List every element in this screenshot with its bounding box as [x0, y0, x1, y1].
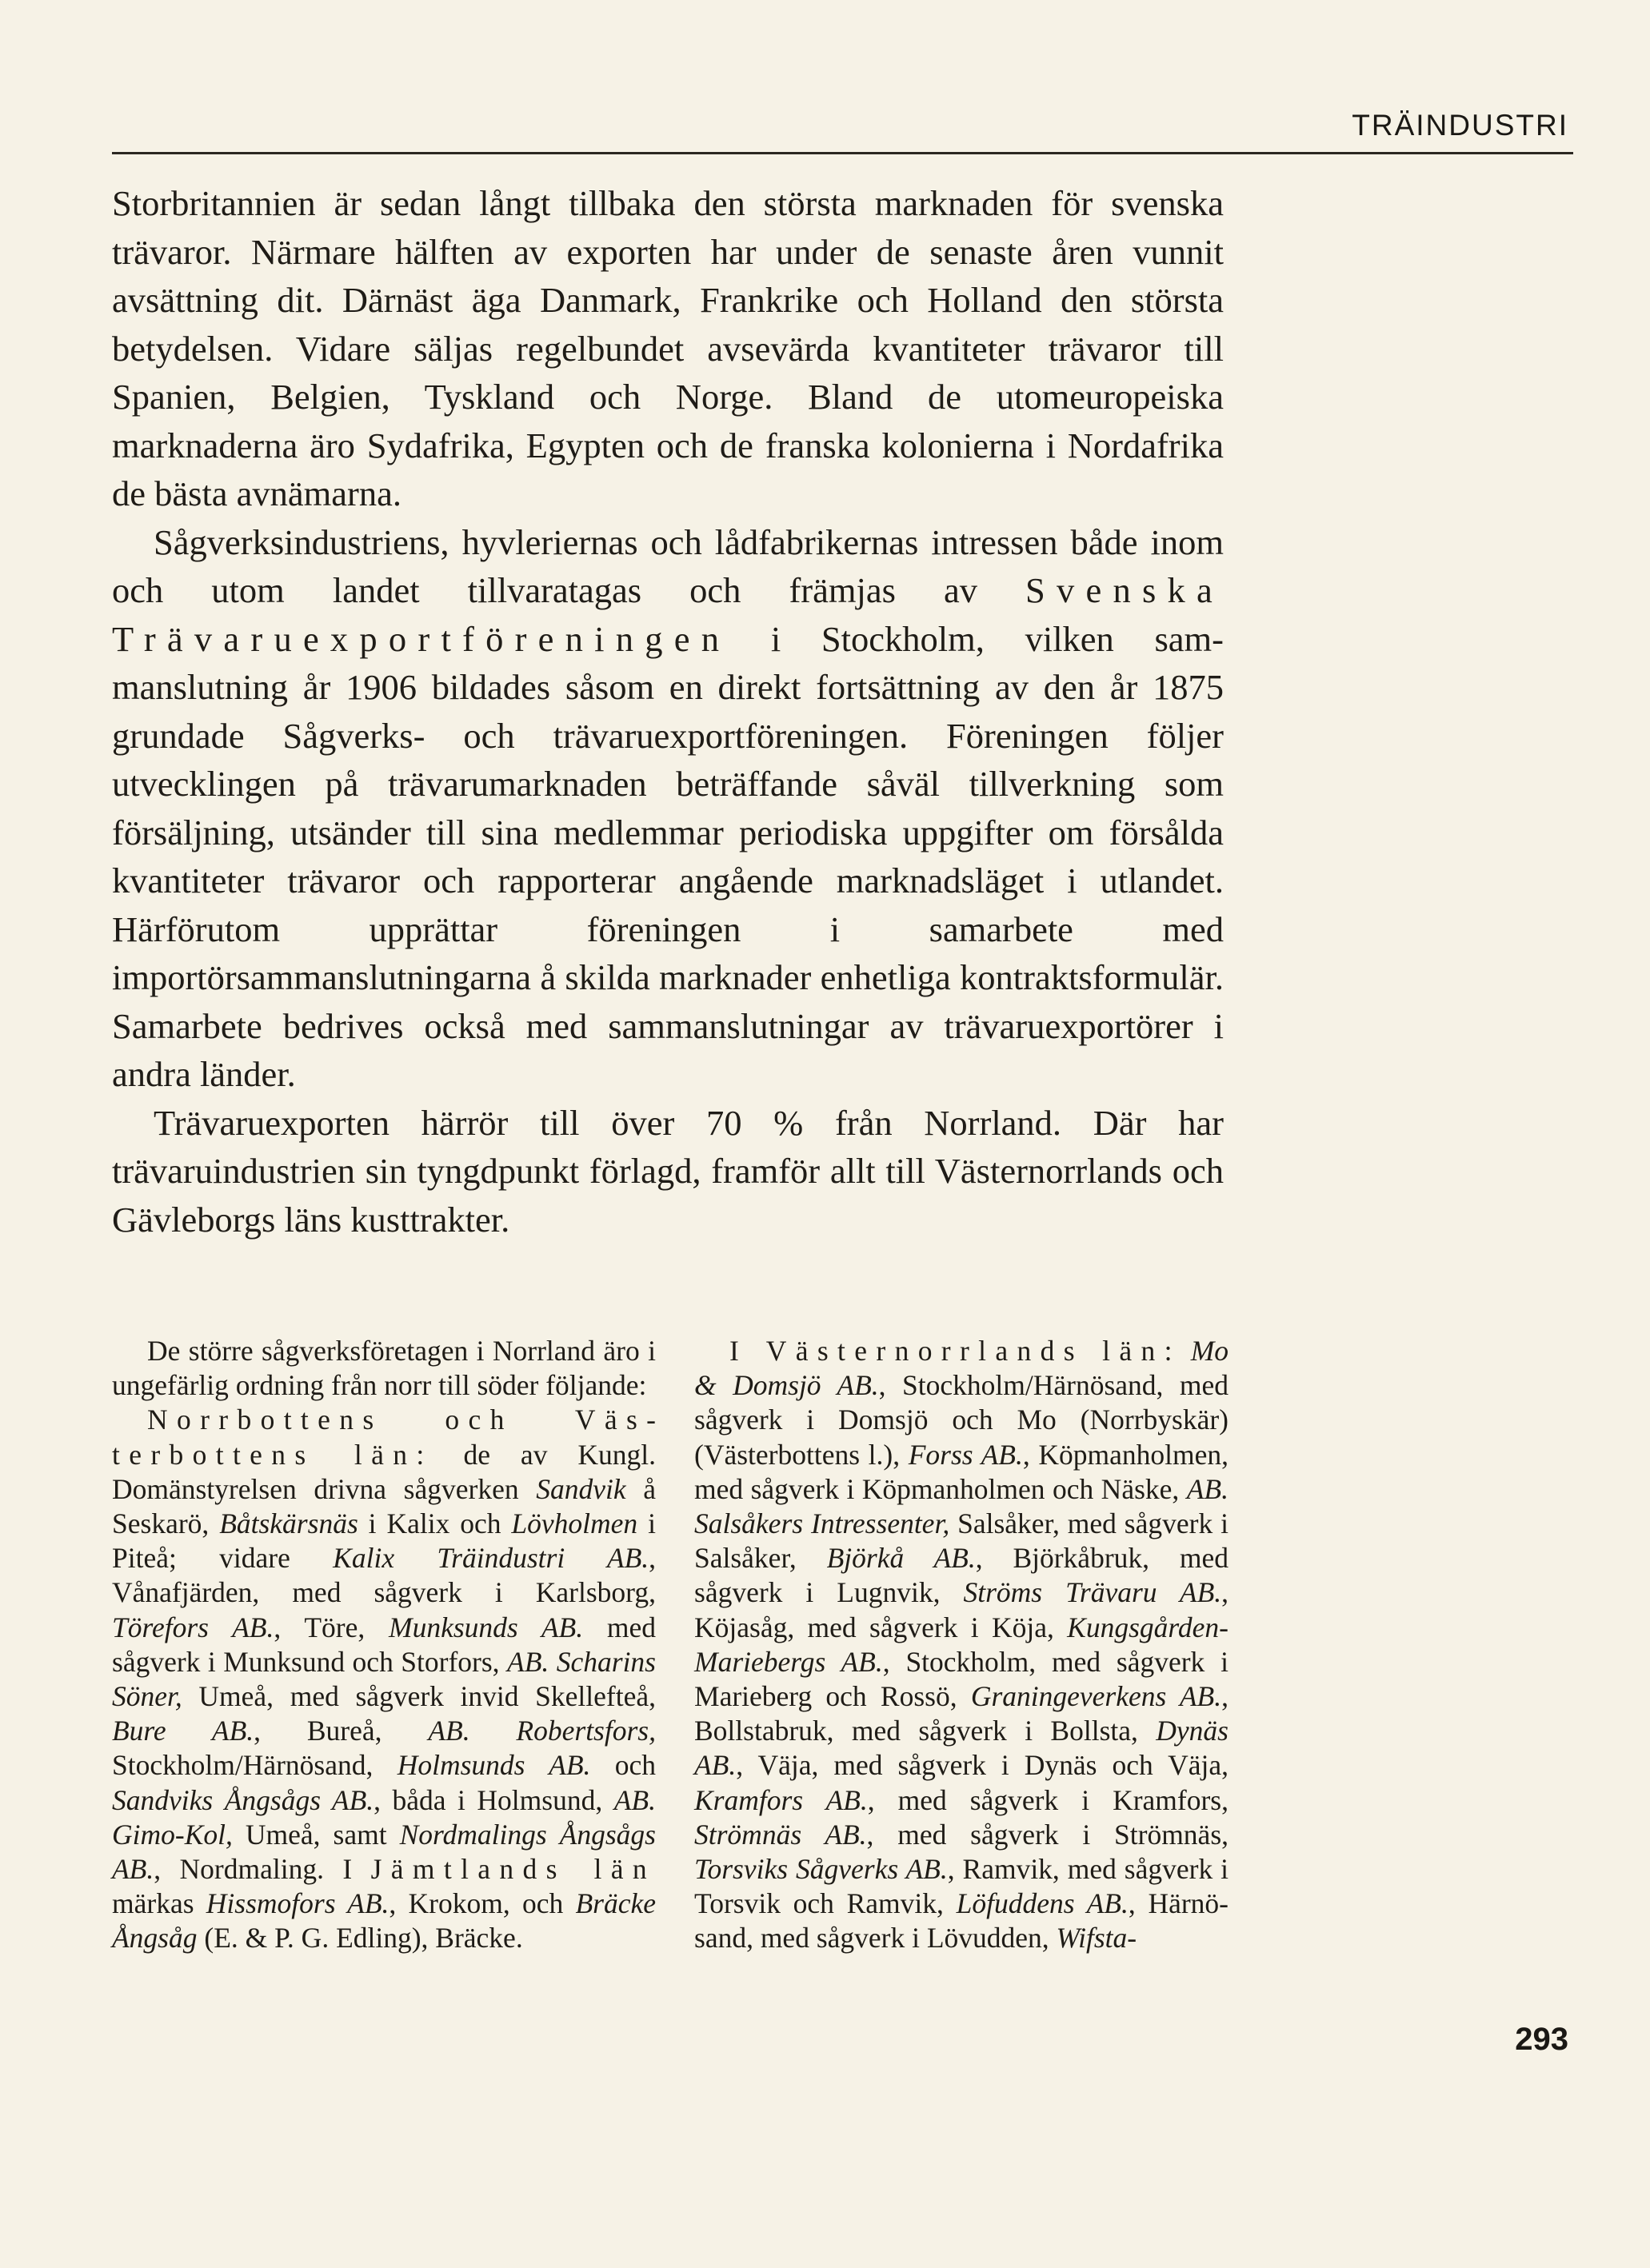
company-name: AB. Scharins Söner,: [112, 1645, 656, 1713]
text-run: i Piteå; vidare: [112, 1507, 656, 1575]
company-name: Ströms Trävaru AB.: [963, 1576, 1222, 1609]
company-name: AB. Robertsfors,: [428, 1715, 656, 1747]
company-name: Sandviks Ångsågs AB.: [112, 1783, 374, 1816]
text-run: , med sågverk i Kramfors,: [867, 1783, 1229, 1816]
text-run: , Härnösand, med sågverk i Lövudden,: [694, 1887, 1229, 1955]
text-run: , Väja, med sågverk i Dynäs och Väja,: [736, 1749, 1229, 1782]
company-name: Björkå AB.: [826, 1542, 976, 1575]
association-name: Svenska Trävaruexportföreningen: [112, 570, 1224, 659]
text-run: med sågverk i Munksund och Storfors,: [112, 1611, 656, 1678]
company-name: Löfuddens AB.: [956, 1887, 1129, 1920]
left-column-intro: De större sågverksföretagen i Norrland äro i ungefärlig ordning från norr till söder följande:: [112, 1335, 656, 1402]
company-name: Kungsgården-Mariebergs AB.: [694, 1611, 1229, 1678]
text-run: , Köjasåg, med sågverk i Köja,: [694, 1576, 1229, 1643]
text-run: , med sågverk i Strömnäs,: [866, 1818, 1229, 1851]
header-rule: [112, 152, 1573, 154]
text-run: å Seskarö,: [112, 1472, 657, 1540]
paragraph-association-lead: Sågverksindustriens, hyvleriernas och lådfabrikernas intressen både inom och utom landet tillvaratagas och främjas av: [112, 521, 1224, 610]
company-name: Hissmofors AB.: [206, 1887, 390, 1920]
right-column: [694, 1334, 1229, 1956]
company-name: Kramfors AB.: [694, 1783, 868, 1816]
text-run: , båda i Holmsund,: [374, 1783, 614, 1816]
company-name: Mo & Domsjö AB.: [694, 1335, 1229, 1402]
region-heading: Norrbottens och Västerbottens län:: [112, 1404, 656, 1471]
text-run: , Töre,: [274, 1611, 390, 1643]
main-text: [112, 179, 1224, 1244]
text-run: , Bollstabruk, med sågverk i Bollsta,: [694, 1680, 1229, 1747]
text-run: i Kalix och: [358, 1507, 512, 1540]
text-run: , Bureå,: [254, 1715, 429, 1747]
company-name: Törefors AB.: [112, 1611, 274, 1643]
right-column-list: [694, 1334, 1229, 1956]
running-head: TRÄINDUSTRI: [1352, 109, 1568, 142]
text-run: [1181, 1335, 1191, 1367]
company-name: Graningeverkens AB.: [970, 1680, 1222, 1713]
paragraph-association-body: i Stockholm, vilken sammanslutning år 1906 bildades såsom en direkt fortsättning av den år 1875 grundade Sågverks- och trävaruexportföreningen. Föreningen följer utvecklingen på trävarumarknaden beträffande såväl tillverkning som försäljning, utsänder till sina medlemmar periodiska uppgifter om försålda kvantiteter trävaror och rapporterar angående marknadsläget i utlandet. Härförutom upprättar föreningen i samarbete med importörsammanslutningarna å skilda marknader enhetliga kontraktsformulär. Samarbete bedrives också med sammanslutningar av trävaruexportörer i andra länder.: [112, 618, 1224, 1094]
company-name: Nordmalings Ångsågs AB.: [112, 1818, 657, 1886]
company-name: Wifsta-: [1056, 1922, 1137, 1955]
text-run: Stockholm/Härnösand,: [112, 1749, 398, 1782]
company-name: Munksunds AB.: [389, 1611, 584, 1643]
company-name: AB. Gimo-Kol,: [112, 1783, 656, 1851]
company-name: Lövholmen: [511, 1507, 638, 1540]
company-name: Dynäs AB.: [694, 1715, 1229, 1782]
text-run: Umeå, samt: [232, 1818, 400, 1851]
paragraph-markets: Storbritannien är sedan långt tillbaka den största marknaden för svenska trävaror. Närmare hälften av exporten har under de senaste åren vunnit avsättning dit. Därnäst äga Danmark, Frankrike och Holland den största betydelsen. Vidare säljas regelbundet avsevärda kvantiteter trävaror till Spanien, Belgien, Tyskland och Norge. Bland de utomeuropeiska marknaderna äro Sydafrika, Egypten och de franska kolonierna i Nordafrika de bästa avnämarna.: [112, 183, 1224, 513]
company-name: Holmsunds AB.: [397, 1749, 591, 1782]
paragraph-association: [112, 518, 1224, 1099]
left-column: [112, 1334, 656, 1956]
text-run: , Stockholm, med sågverk i Marieberg och Rossö,: [694, 1645, 1229, 1713]
text-run: , Stockholm/Härnösand, med sågverk i Domsjö och Mo (Norrbyskär) (Västerbottens l.),: [694, 1369, 1229, 1471]
company-name: Båtskärsnäs: [219, 1507, 358, 1540]
company-name: Sandvik: [536, 1472, 626, 1505]
text-run: , Vånafjärden, med sågverk i Karlsborg,: [112, 1542, 656, 1609]
company-name: AB. Salsåkers Intressenter,: [694, 1472, 1229, 1540]
left-column-list: [112, 1403, 656, 1955]
text-run: , Ramvik, med sågverk i Torsvik och Ramvik,: [694, 1853, 1229, 1920]
text-run: och: [590, 1749, 656, 1782]
company-name: Torsviks Sågverks AB.: [694, 1853, 948, 1886]
company-name: Bure AB.: [112, 1715, 254, 1747]
text-run: Umeå, med sågverk invid Skellefteå,: [182, 1680, 656, 1713]
text-run: , Köpmanholmen, med sågverk i Köpmanholmen och Näske,: [694, 1438, 1229, 1505]
text-run: , Björkåbruk, med sågverk i Lugnvik,: [694, 1542, 1229, 1609]
text-run: (E. & P. G. Edling), Bräcke.: [197, 1922, 523, 1955]
text-run: , Krokom, och: [389, 1887, 576, 1920]
company-name: Forss AB.: [908, 1438, 1023, 1471]
page-number: 293: [1515, 2022, 1568, 2057]
region-heading: Jämtlands län: [370, 1853, 656, 1886]
company-name: Strömnäs AB.: [694, 1818, 867, 1851]
text-run: , Nordmaling. I: [154, 1853, 371, 1886]
company-name: Kalix Träindustri AB.: [333, 1542, 649, 1575]
text-run: de av Kungl. Domänstyrelsen drivna sågverken: [112, 1438, 657, 1505]
region-heading: I Västernorrlands län:: [729, 1335, 1181, 1367]
text-run: märkas: [112, 1887, 206, 1920]
company-name: Bräcke Ångsåg: [112, 1887, 656, 1955]
paragraph-norrland: Trävaruexporten härrör till över 70 % från Norrland. Där har trävaruindustrien sin tyngdpunkt förlagd, framför allt till Västernorrlands och Gävleborgs läns kusttrakter.: [112, 1102, 1224, 1240]
text-run: Salsåker, med sågverk i Salsåker,: [694, 1507, 1229, 1575]
